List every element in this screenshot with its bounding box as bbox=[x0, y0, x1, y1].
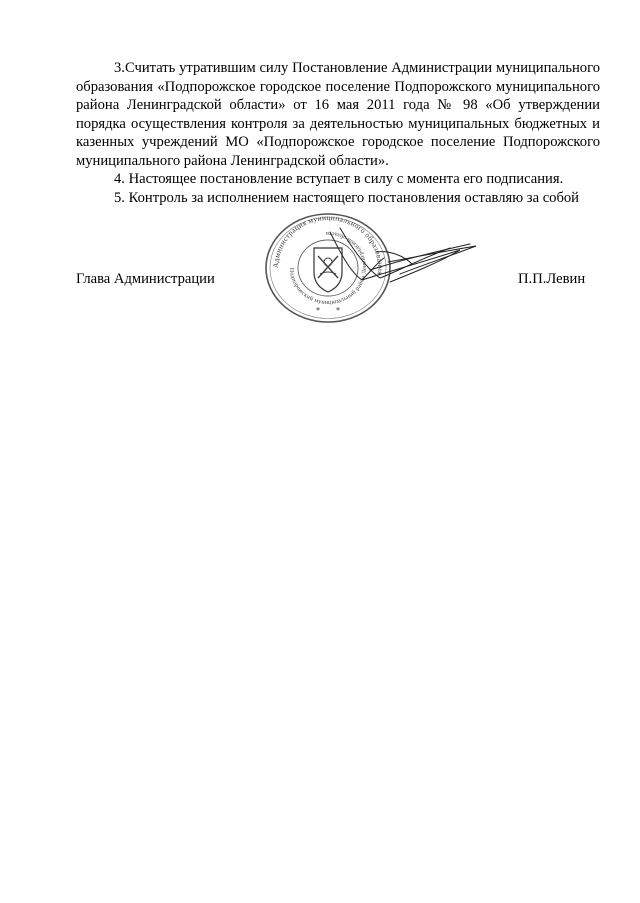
stamp-inner-text: Подпорожский муниципальный район Ленинградской области bbox=[287, 229, 369, 307]
signatory-name: П.П.Левин bbox=[518, 271, 586, 287]
handwritten-signature bbox=[300, 222, 480, 302]
svg-text:*: * bbox=[316, 306, 320, 315]
paragraph-4: 4. Настоящее постановление вступает в силу с момента его подписания. bbox=[114, 171, 564, 187]
stamp-outer-text: Администрация муниципального образования bbox=[270, 212, 386, 276]
signatory-title: Глава Администрации bbox=[76, 271, 215, 287]
document-body bbox=[76, 59, 600, 207]
star-icon bbox=[316, 306, 340, 315]
paragraph-3: 3.Считать утратившим силу Постановление Администрации муниципального образования «Подпорожское городское поселение Подпорожского муниципального района Ленинградской области» от 16 мая 2011 года № 98 «Об утверждении порядка осуществления контроля за деятельностью муниципальных бюджетных и казенных учреждений МО «Подпорожское городское поселение Подпорожского муниципального района Ленинградской области». bbox=[76, 60, 600, 169]
svg-text:*: * bbox=[336, 306, 340, 315]
paragraph-5: 5. Контроль за исполнением настоящего постановления оставляю за собой bbox=[114, 189, 579, 206]
